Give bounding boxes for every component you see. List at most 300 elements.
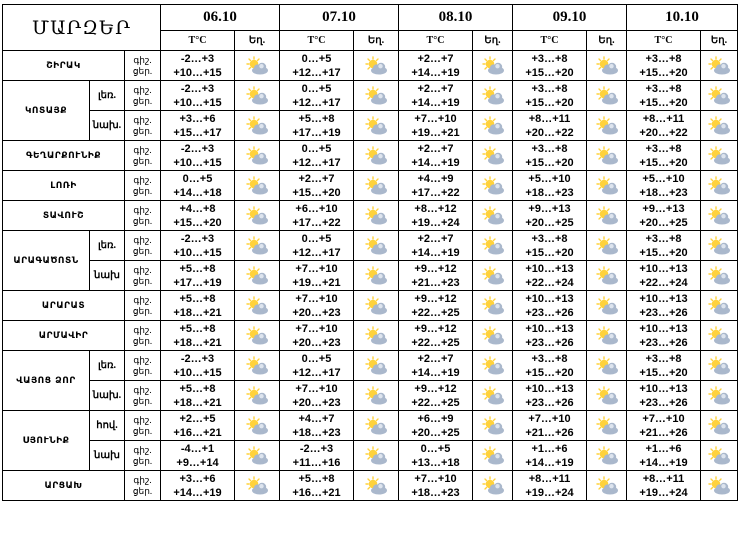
day-temp: +21…+23 <box>411 276 460 289</box>
day-temp: +20…+22 <box>525 126 574 139</box>
forecast-row <box>3 351 738 381</box>
night-temp: -2…+3 <box>180 352 215 365</box>
night-label: գիշ. <box>133 114 152 125</box>
night-label: գիշ. <box>133 144 152 155</box>
weather-cell <box>235 471 280 501</box>
temperature-cell <box>399 201 473 231</box>
weather-cell <box>587 51 627 81</box>
weather-cell <box>587 201 627 231</box>
night-temp: +9…+12 <box>414 292 457 305</box>
weather-cell <box>473 321 513 351</box>
day-night-labels <box>125 471 161 501</box>
night-temp: +3…+8 <box>645 352 682 365</box>
day-temp: +23…+26 <box>525 336 574 349</box>
forecast-row <box>3 201 738 231</box>
temperature-cell <box>399 351 473 381</box>
partly-cloudy-icon <box>595 116 619 136</box>
weather-header: Եղ. <box>354 31 399 51</box>
day-temp: +10…+15 <box>173 96 222 109</box>
partly-cloudy-icon <box>481 266 505 286</box>
night-label: գիշ. <box>133 474 152 485</box>
weather-cell <box>354 201 399 231</box>
temperature-cell <box>399 231 473 261</box>
night-temp: 0…+5 <box>420 442 451 455</box>
temperature-cell <box>627 471 701 501</box>
day-temp: +14…+19 <box>411 156 460 169</box>
day-night-labels <box>125 411 161 441</box>
day-night-labels <box>125 261 161 291</box>
day-temp: +22…+24 <box>525 276 574 289</box>
weather-cell <box>235 321 280 351</box>
temperature-cell <box>627 291 701 321</box>
temperature-cell <box>161 51 235 81</box>
day-temp: +19…+24 <box>639 486 688 499</box>
temperature-cell <box>627 321 701 351</box>
day-temp: +20…+25 <box>411 426 460 439</box>
temperature-cell <box>280 291 354 321</box>
day-temp: +15…+17 <box>173 126 222 139</box>
partly-cloudy-icon <box>595 236 619 256</box>
night-temp: +3…+8 <box>645 232 682 245</box>
weather-header: Եղ. <box>587 31 627 51</box>
night-temp: +2…+7 <box>417 52 454 65</box>
weather-cell <box>354 141 399 171</box>
night-temp: +2…+7 <box>298 172 335 185</box>
date-header: 07.10 <box>280 5 399 31</box>
weather-cell <box>473 111 513 141</box>
night-temp: +7…+10 <box>295 382 338 395</box>
day-temp: +14…+19 <box>411 366 460 379</box>
night-temp: 0…+5 <box>301 82 332 95</box>
day-temp: +16…+21 <box>292 486 341 499</box>
weather-cell <box>354 81 399 111</box>
night-temp: -2…+3 <box>180 142 215 155</box>
night-temp: +5…+10 <box>528 172 571 185</box>
night-label: գիշ. <box>133 414 152 425</box>
region-name: ԱՐՑԱԽ <box>3 471 125 501</box>
day-temp: +15…+20 <box>292 186 341 199</box>
partly-cloudy-icon <box>481 476 505 496</box>
day-temp: +19…+24 <box>525 486 574 499</box>
night-temp: +4…+7 <box>298 412 335 425</box>
temperature-cell <box>513 321 587 351</box>
partly-cloudy-icon <box>707 146 731 166</box>
night-temp: +9…+12 <box>414 262 457 275</box>
night-temp: +1…+6 <box>531 442 568 455</box>
night-label: գիշ. <box>133 444 152 455</box>
date-header: 10.10 <box>627 5 738 31</box>
forecast-row <box>3 471 738 501</box>
weather-cell <box>354 261 399 291</box>
weather-cell <box>473 201 513 231</box>
day-temp: +18…+21 <box>173 336 222 349</box>
day-temp: +20…+25 <box>639 216 688 229</box>
night-label: գիշ. <box>133 174 152 185</box>
weather-cell <box>701 171 738 201</box>
night-temp: +7…+10 <box>295 322 338 335</box>
partly-cloudy-icon <box>481 326 505 346</box>
temperature-cell <box>161 261 235 291</box>
region-name: ՏԱՎՈՒՇ <box>3 201 125 231</box>
temperature-cell <box>513 291 587 321</box>
partly-cloudy-icon <box>245 476 269 496</box>
partly-cloudy-icon <box>707 296 731 316</box>
temperature-cell <box>627 351 701 381</box>
weather-cell <box>701 111 738 141</box>
day-temp: +18…+23 <box>525 186 574 199</box>
temperature-cell <box>399 381 473 411</box>
temperature-cell <box>161 111 235 141</box>
night-temp: +5…+10 <box>642 172 685 185</box>
partly-cloudy-icon <box>481 146 505 166</box>
day-temp: +11…+16 <box>292 456 341 469</box>
partly-cloudy-icon <box>481 446 505 466</box>
region-name: ՍՅՈՒՆԻՔ <box>3 411 90 471</box>
day-temp: +22…+25 <box>411 336 460 349</box>
date-header: 09.10 <box>513 5 627 31</box>
night-temp: +10…+13 <box>639 262 688 275</box>
region-name: ՎԱՅՈՑ ՁՈՐ <box>3 351 90 411</box>
partly-cloudy-icon <box>364 416 388 436</box>
temperature-cell <box>513 381 587 411</box>
temperature-cell <box>280 381 354 411</box>
temperature-cell <box>280 111 354 141</box>
partly-cloudy-icon <box>481 296 505 316</box>
date-header: 08.10 <box>399 5 513 31</box>
day-temp: +15…+20 <box>525 156 574 169</box>
weather-cell <box>701 261 738 291</box>
temperature-cell <box>161 171 235 201</box>
night-temp: +7…+10 <box>295 262 338 275</box>
day-temp: +15…+20 <box>639 366 688 379</box>
weather-cell <box>701 381 738 411</box>
partly-cloudy-icon <box>481 56 505 76</box>
weather-cell <box>354 381 399 411</box>
temperature-cell <box>280 411 354 441</box>
partly-cloudy-icon <box>245 296 269 316</box>
partly-cloudy-icon <box>364 116 388 136</box>
day-label: ցեր. <box>132 65 153 76</box>
weather-cell <box>587 81 627 111</box>
weather-cell <box>235 441 280 471</box>
night-label: գիշ. <box>133 54 152 65</box>
weather-header: Եղ. <box>701 31 738 51</box>
weather-cell <box>473 81 513 111</box>
night-temp: 0…+5 <box>301 142 332 155</box>
partly-cloudy-icon <box>364 146 388 166</box>
partly-cloudy-icon <box>364 176 388 196</box>
temperature-cell <box>161 291 235 321</box>
night-temp: +8…+12 <box>414 202 457 215</box>
partly-cloudy-icon <box>364 206 388 226</box>
partly-cloudy-icon <box>245 356 269 376</box>
zone-label: լեռ. <box>90 81 125 111</box>
night-label: գիշ. <box>133 294 152 305</box>
partly-cloudy-icon <box>707 386 731 406</box>
night-temp: +4…+8 <box>179 202 216 215</box>
weather-cell <box>587 261 627 291</box>
night-label: գիշ. <box>133 324 152 335</box>
day-label: ցեր. <box>132 245 153 256</box>
day-temp: +19…+21 <box>292 276 341 289</box>
day-label: ցեր. <box>132 185 153 196</box>
night-temp: +8…+11 <box>528 472 571 485</box>
night-temp: +5…+8 <box>298 112 335 125</box>
weather-cell <box>235 201 280 231</box>
day-temp: +12…+17 <box>292 366 341 379</box>
forecast-row <box>3 261 738 291</box>
regions-title: ՄԱՐԶԵՐ <box>3 5 161 51</box>
day-temp: +20…+23 <box>292 336 341 349</box>
partly-cloudy-icon <box>707 86 731 106</box>
partly-cloudy-icon <box>245 386 269 406</box>
weather-cell <box>587 351 627 381</box>
day-night-labels <box>125 441 161 471</box>
weather-cell <box>701 291 738 321</box>
temperature-cell <box>161 201 235 231</box>
day-temp: +12…+17 <box>292 66 341 79</box>
night-temp: +3…+8 <box>531 142 568 155</box>
weather-cell <box>235 141 280 171</box>
night-temp: -4…+1 <box>180 442 215 455</box>
partly-cloudy-icon <box>245 266 269 286</box>
weather-cell <box>354 411 399 441</box>
night-temp: +3…+6 <box>179 112 216 125</box>
day-temp: +14…+19 <box>525 456 574 469</box>
night-temp: +3…+6 <box>179 472 216 485</box>
day-temp: +12…+17 <box>292 156 341 169</box>
partly-cloudy-icon <box>364 296 388 316</box>
day-temp: +15…+20 <box>639 66 688 79</box>
temperature-cell <box>513 51 587 81</box>
zone-label: նախ <box>90 261 125 291</box>
forecast-row <box>3 231 738 261</box>
night-temp: +10…+13 <box>639 292 688 305</box>
night-temp: +7…+10 <box>414 112 457 125</box>
night-temp: +3…+8 <box>531 352 568 365</box>
day-temp: +19…+24 <box>411 216 460 229</box>
weather-cell <box>701 321 738 351</box>
weather-cell <box>587 171 627 201</box>
temperature-cell <box>513 411 587 441</box>
weather-cell <box>354 111 399 141</box>
day-temp: +20…+22 <box>639 126 688 139</box>
day-temp: +20…+23 <box>292 306 341 319</box>
weather-cell <box>473 261 513 291</box>
day-night-labels <box>125 171 161 201</box>
weather-cell <box>354 231 399 261</box>
forecast-row <box>3 51 738 81</box>
temperature-cell <box>513 111 587 141</box>
partly-cloudy-icon <box>481 206 505 226</box>
partly-cloudy-icon <box>595 476 619 496</box>
day-temp: +15…+20 <box>173 216 222 229</box>
partly-cloudy-icon <box>707 236 731 256</box>
partly-cloudy-icon <box>595 56 619 76</box>
weather-cell <box>587 111 627 141</box>
weather-cell <box>587 231 627 261</box>
night-temp: +5…+8 <box>298 472 335 485</box>
night-temp: +7…+10 <box>414 472 457 485</box>
partly-cloudy-icon <box>364 356 388 376</box>
temperature-cell <box>280 261 354 291</box>
partly-cloudy-icon <box>364 476 388 496</box>
weather-cell <box>587 441 627 471</box>
date-header: 06.10 <box>161 5 280 31</box>
temperature-cell <box>280 51 354 81</box>
day-temp: +14…+19 <box>411 246 460 259</box>
zone-label: նախ. <box>90 111 125 141</box>
day-label: ցեր. <box>132 425 153 436</box>
night-temp: +10…+13 <box>639 322 688 335</box>
partly-cloudy-icon <box>481 86 505 106</box>
temperature-cell <box>399 291 473 321</box>
temperature-cell <box>280 471 354 501</box>
day-label: ցեր. <box>132 365 153 376</box>
temperature-cell <box>627 141 701 171</box>
night-temp: +2…+7 <box>417 142 454 155</box>
temperature-cell <box>513 441 587 471</box>
day-temp: +17…+22 <box>292 216 341 229</box>
night-temp: +2…+7 <box>417 352 454 365</box>
weather-cell <box>587 471 627 501</box>
temperature-cell <box>513 471 587 501</box>
night-temp: +5…+8 <box>179 292 216 305</box>
temperature-cell <box>399 411 473 441</box>
night-temp: +2…+7 <box>417 82 454 95</box>
temperature-cell <box>280 141 354 171</box>
weather-cell <box>701 81 738 111</box>
weather-cell <box>473 411 513 441</box>
temperature-cell <box>513 261 587 291</box>
day-temp: +14…+19 <box>411 66 460 79</box>
temperature-cell <box>161 321 235 351</box>
partly-cloudy-icon <box>481 386 505 406</box>
day-temp: +18…+21 <box>173 306 222 319</box>
night-label: գիշ. <box>133 204 152 215</box>
night-temp: +10…+13 <box>639 382 688 395</box>
temperature-cell <box>627 201 701 231</box>
night-temp: +2…+7 <box>417 232 454 245</box>
forecast-table <box>2 4 738 501</box>
partly-cloudy-icon <box>245 86 269 106</box>
day-night-labels <box>125 111 161 141</box>
weather-cell <box>701 141 738 171</box>
night-temp: +3…+8 <box>645 52 682 65</box>
day-temp: +15…+20 <box>525 66 574 79</box>
day-temp: +15…+20 <box>639 246 688 259</box>
night-temp: +3…+8 <box>531 232 568 245</box>
temperature-cell <box>280 231 354 261</box>
night-temp: +5…+8 <box>179 322 216 335</box>
weather-cell <box>235 81 280 111</box>
night-temp: +3…+8 <box>645 82 682 95</box>
day-temp: +23…+26 <box>639 336 688 349</box>
partly-cloudy-icon <box>364 56 388 76</box>
partly-cloudy-icon <box>481 236 505 256</box>
forecast-row <box>3 291 738 321</box>
temperature-cell <box>627 381 701 411</box>
night-label: գիշ. <box>133 354 152 365</box>
partly-cloudy-icon <box>595 146 619 166</box>
temperature-cell <box>280 201 354 231</box>
region-name: ԼՈՌԻ <box>3 171 125 201</box>
temperature-cell <box>513 81 587 111</box>
weather-cell <box>587 411 627 441</box>
temperature-header: T°C <box>399 31 473 51</box>
forecast-row <box>3 171 738 201</box>
partly-cloudy-icon <box>364 446 388 466</box>
partly-cloudy-icon <box>707 176 731 196</box>
partly-cloudy-icon <box>595 296 619 316</box>
temperature-cell <box>627 441 701 471</box>
weather-cell <box>473 171 513 201</box>
day-label: ցեր. <box>132 155 153 166</box>
partly-cloudy-icon <box>245 116 269 136</box>
temperature-cell <box>513 171 587 201</box>
partly-cloudy-icon <box>364 326 388 346</box>
forecast-row <box>3 321 738 351</box>
day-label: ցեր. <box>132 485 153 496</box>
temperature-header: T°C <box>627 31 701 51</box>
night-temp: -2…+3 <box>180 232 215 245</box>
night-temp: +9…+12 <box>414 322 457 335</box>
partly-cloudy-icon <box>707 266 731 286</box>
day-night-labels <box>125 351 161 381</box>
partly-cloudy-icon <box>595 386 619 406</box>
day-label: ցեր. <box>132 125 153 136</box>
forecast-row <box>3 381 738 411</box>
weather-cell <box>354 321 399 351</box>
day-night-labels <box>125 291 161 321</box>
partly-cloudy-icon <box>245 146 269 166</box>
night-temp: +10…+13 <box>525 262 574 275</box>
weather-cell <box>235 291 280 321</box>
partly-cloudy-icon <box>707 56 731 76</box>
day-label: ցեր. <box>132 305 153 316</box>
day-temp: +23…+26 <box>639 306 688 319</box>
weather-cell <box>235 171 280 201</box>
day-label: ցեր. <box>132 215 153 226</box>
day-night-labels <box>125 141 161 171</box>
day-temp: +18…+23 <box>292 426 341 439</box>
partly-cloudy-icon <box>595 416 619 436</box>
weather-cell <box>235 261 280 291</box>
night-temp: +4…+9 <box>417 172 454 185</box>
temperature-cell <box>280 351 354 381</box>
day-temp: +18…+23 <box>411 486 460 499</box>
day-label: ցեր. <box>132 395 153 406</box>
weather-cell <box>701 471 738 501</box>
partly-cloudy-icon <box>595 326 619 346</box>
night-temp: +2…+5 <box>179 412 216 425</box>
temperature-cell <box>513 351 587 381</box>
day-temp: +22…+25 <box>411 396 460 409</box>
day-temp: +17…+19 <box>292 126 341 139</box>
weather-cell <box>587 321 627 351</box>
night-temp: 0…+5 <box>301 232 332 245</box>
weather-cell <box>354 441 399 471</box>
forecast-row <box>3 81 738 111</box>
partly-cloudy-icon <box>245 206 269 226</box>
weather-cell <box>473 471 513 501</box>
day-temp: +14…+18 <box>173 186 222 199</box>
night-temp: 0…+5 <box>301 352 332 365</box>
temperature-cell <box>399 261 473 291</box>
day-temp: +22…+24 <box>639 276 688 289</box>
day-temp: +18…+21 <box>173 396 222 409</box>
weather-cell <box>473 291 513 321</box>
